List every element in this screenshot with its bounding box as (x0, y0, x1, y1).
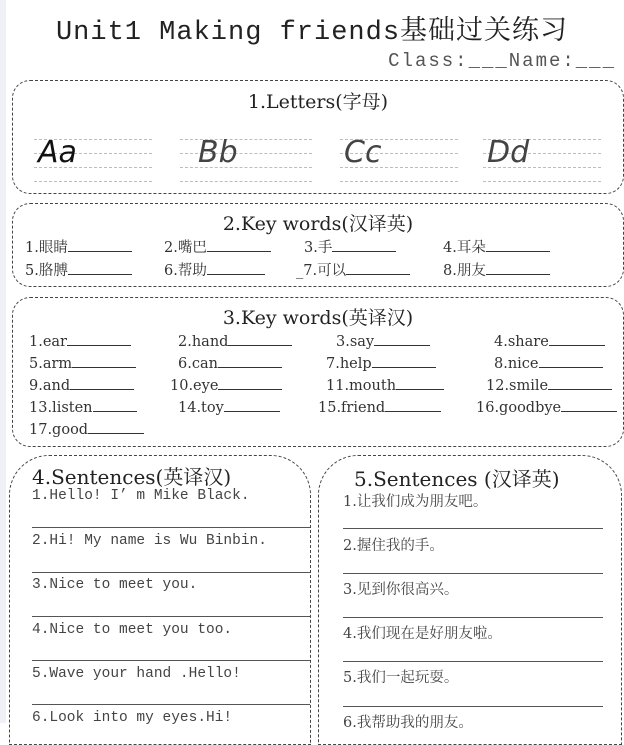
letter-sample: Dd (487, 135, 530, 170)
section-title: 1.Letters(字母) (247, 91, 389, 113)
section-title: 4.Sentences(英译汉) (32, 465, 232, 489)
letter-writing-line[interactable] (34, 133, 152, 185)
answer-line[interactable] (343, 528, 603, 529)
word-item[interactable]: 16.goodbye (476, 399, 617, 416)
word-item[interactable]: 8.朋友 (443, 259, 550, 280)
answer-line[interactable] (343, 706, 603, 707)
word-item[interactable]: 2.嘴巴 (164, 236, 271, 257)
sentence-prompt: 3.Nice to meet you. (32, 577, 198, 593)
word-item[interactable]: 3.手 (304, 236, 396, 257)
sentence-prompt: 4.我们现在是好朋友啦。 (343, 626, 502, 642)
answer-line[interactable] (343, 617, 603, 618)
answer-line[interactable] (32, 660, 310, 661)
letter-sample: Aa (38, 135, 77, 170)
word-item[interactable]: 1.眼睛 (25, 236, 132, 257)
word-item[interactable]: 7.help (326, 355, 436, 372)
word-item[interactable]: 15.friend (318, 399, 441, 416)
class-name-line: Class:___Name:___ (388, 50, 616, 72)
word-item[interactable]: 6.can (178, 355, 282, 372)
word-item[interactable]: 5.arm (29, 355, 136, 372)
word-item[interactable]: 9.and (29, 377, 134, 394)
word-item[interactable]: 8.nice (494, 355, 603, 372)
letter-writing-line[interactable] (340, 133, 458, 185)
sentence-prompt: 1.让我们成为朋友吧。 (343, 494, 488, 510)
answer-line[interactable] (32, 572, 310, 573)
sentence-prompt: 5.Wave your hand .Hello! (32, 666, 241, 682)
word-item[interactable]: 6.帮助 (164, 259, 265, 280)
sentence-prompt: 5.我们一起玩耍。 (343, 670, 459, 686)
word-item[interactable]: 4.share (494, 333, 605, 350)
answer-line[interactable] (32, 704, 310, 705)
word-item[interactable]: 14.toy (178, 399, 280, 416)
sentence-prompt: 4.Nice to meet you too. (32, 622, 233, 638)
sentence-prompt: 3.见到你很高兴。 (343, 582, 459, 598)
section-title: 5.Sentences (汉译英) (354, 467, 560, 491)
word-item[interactable]: 12.smile (486, 377, 612, 394)
word-item[interactable]: 13.listen (29, 399, 137, 416)
section-title: 2.Key words(汉译英) (222, 213, 414, 235)
word-item[interactable]: 10.eye (170, 377, 282, 394)
letter-sample: Cc (344, 135, 382, 170)
sentence-prompt: 2.Hi! My name is Wu Binbin. (32, 533, 267, 549)
sentence-prompt: 6.我帮助我的朋友。 (343, 715, 473, 731)
word-item[interactable]: 4.耳朵 (443, 236, 550, 257)
letter-writing-line[interactable] (180, 133, 312, 185)
answer-line[interactable] (32, 616, 310, 617)
word-item[interactable]: 2.hand (178, 333, 292, 350)
sentence-prompt: 1.Hello! I’ m Mike Black. (32, 488, 250, 504)
word-item[interactable]: 1.ear (29, 333, 131, 350)
word-item[interactable]: 5.胳膊 (25, 259, 132, 280)
page-edge (0, 0, 6, 723)
worksheet-title: Unit1 Making friends基础过关练习 (55, 18, 569, 48)
answer-line[interactable] (32, 527, 310, 528)
letter-sample: Bb (198, 135, 238, 170)
word-item[interactable]: 17.good (29, 421, 144, 438)
section-title: 3.Key words(英译汉) (222, 307, 414, 329)
answer-line[interactable] (343, 573, 603, 574)
word-item[interactable]: 11.mouth (326, 377, 444, 394)
sentence-prompt: 2.握住我的手。 (343, 538, 444, 554)
letter-writing-line[interactable] (483, 133, 601, 185)
word-item[interactable]: _7.可以 (296, 259, 410, 280)
answer-line[interactable] (343, 661, 603, 662)
word-item[interactable]: 3.say (336, 333, 430, 350)
sentence-prompt: 6.Look into my eyes.Hi! (32, 710, 233, 726)
